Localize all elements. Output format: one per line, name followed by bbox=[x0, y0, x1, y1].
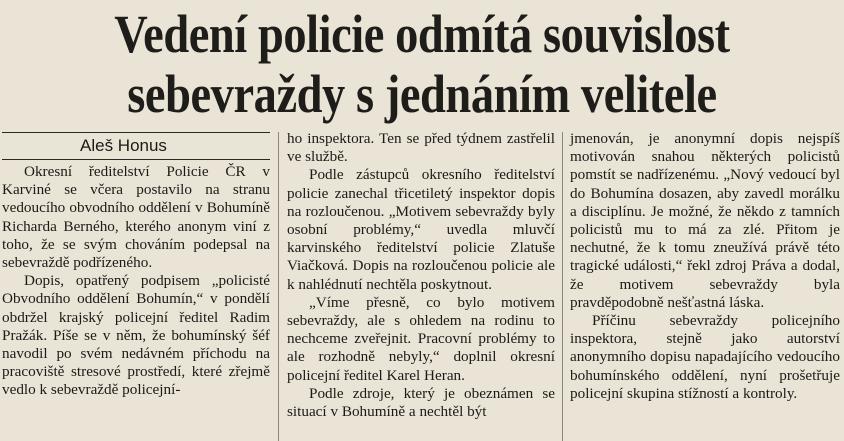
headline-line-2: sebevraždy s jednáním velitele bbox=[127, 64, 717, 124]
paragraph: jmenován, je anonymní dopis nejspíš motivován snahou některých policistů pomstít se nadřízenému. „Nový vedoucí byl do Bohumína dosazen, aby zavedl morálku a disciplínu. Je možné, že někdo z tamních policistů mu to má za zlé. Přitom je nechutné, že k tomu zneužívá právě této tragické události,“ řekl zdroj Práva a dodal, že motivem sebevraždy byla pravděpodobně nešťastná láska. bbox=[570, 130, 840, 311]
headline-line-1: Vedení policie odmítá souvislost bbox=[114, 4, 730, 64]
paragraph: Okresní ředitelství Policie ČR v Karviné se včera postavilo na stranu vedoucího obvodního oddělení v Bohumíně Richarda Berného, kterého anonym viní z toho, že se svým chováním podepsal na sebevraždě podřízeného. bbox=[2, 163, 270, 272]
paragraph: „Víme přesně, co bylo motivem sebevraždy, ale s ohledem na rodinu to nechceme zveřejnit. Pracovní problémy to ale rozhodně nebyly,“ doplnil okresní policejní ředitel Karel Heran. bbox=[287, 293, 555, 384]
byline: Aleš Honus bbox=[80, 136, 167, 155]
paragraph: Příčinu sebevraždy policejního inspektora, stejně jako autorství anonymního dopisu napadajícího vedoucího bohumínského oddělení, nyní prošetřuje policejní skupina stížností a kontroly. bbox=[570, 312, 840, 402]
headline bbox=[59, 4, 785, 124]
byline-box bbox=[2, 132, 270, 160]
article-column-3 bbox=[570, 130, 840, 403]
paragraph: Podle zdroje, který je obeznámen se situací v Bohumíně a nechtěl být bbox=[287, 384, 555, 421]
paragraph: ho inspektora. Ten se před týdnem zastřelil ve službě. bbox=[287, 130, 555, 166]
article-column-1 bbox=[2, 163, 270, 400]
paragraph: Podle zástupců okresního ředitelství policie zanechal třicetiletý inspektor dopis na rozloučenou. „Motivem sebevraždy byly osobní problémy,“ uvedla mluvčí karvinského ředitelství policie Zlatuše Viačková. Dopis na rozloučenou policie ale k nahlédnutí nechtěla poskytnout. bbox=[287, 166, 555, 293]
paragraph: Dopis, opatřený podpisem „policisté Obvodního oddělení Bohumín,“ v pondělí obdržel krajský policejní ředitel Radim Pražák. Píše se v něm, že bohumínský šéf navodil po svém nedávném příchodu na pracoviště stresové prostředí, které zřejmě vedlo k sebevraždě policejní- bbox=[2, 272, 270, 399]
article-column-2 bbox=[287, 130, 555, 421]
column-divider bbox=[562, 132, 563, 441]
column-divider bbox=[278, 132, 279, 441]
